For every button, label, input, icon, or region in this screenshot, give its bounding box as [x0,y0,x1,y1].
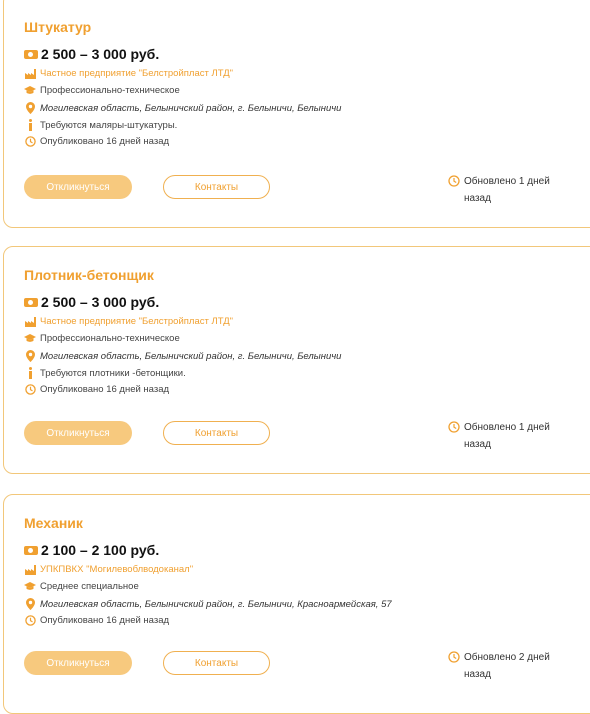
address-text: Могилевская область, Белыничский район, г. Белыничи, Белыничи [40,102,342,114]
graduation-cap-icon [24,582,36,591]
published-row [24,615,169,626]
address-row [24,350,341,362]
updated-text: Обновлено 1 дней назад [464,422,550,450]
company-row [24,68,233,79]
location-pin-icon [24,598,36,610]
graduation-cap-icon [24,334,36,343]
info-icon [24,119,36,131]
requirement-row [24,119,177,131]
salary [24,46,159,62]
factory-icon [24,69,36,79]
education-row [24,581,139,592]
education-row [24,85,180,96]
respond-button[interactable]: Откликнуться [24,421,132,445]
clock-icon [448,175,460,193]
address-text: Могилевская область, Белыничский район, г. Белыничи, Красноармейская, 57 [40,598,392,610]
vacancy-card [3,246,590,474]
education-text: Среднее специальное [40,581,139,592]
contacts-button[interactable]: Контакты [163,421,270,445]
factory-icon [24,317,36,327]
updated-info [448,649,564,683]
salary-text: 2 100 – 2 100 руб. [41,542,160,558]
company-row [24,316,233,327]
location-pin-icon [24,102,36,114]
vacancy-title[interactable]: Плотник-бетонщик [24,267,154,283]
salary [24,542,159,558]
clock-icon [448,421,460,439]
vacancy-card [3,494,590,714]
respond-button[interactable]: Откликнуться [24,175,132,199]
updated-text: Обновлено 1 дней назад [464,176,550,204]
education-row [24,333,180,344]
updated-info [448,419,564,453]
vacancy-title[interactable]: Штукатур [24,19,92,35]
requirement-row [24,367,186,379]
address-row [24,102,341,114]
salary-text: 2 500 – 3 000 руб. [41,294,160,310]
company-name[interactable]: УПКПВКХ "Могилевоблводоканал" [40,564,194,575]
published-row [24,384,169,395]
published-text: Опубликовано 16 дней назад [40,136,170,147]
address-row [24,598,392,610]
published-row [24,136,169,147]
money-icon [24,50,38,59]
requirement-text: Требуются маляры-штукатуры. [40,119,178,131]
clock-icon [24,615,36,626]
factory-icon [24,565,36,575]
vacancy-title[interactable]: Механик [24,515,83,531]
respond-button[interactable]: Откликнуться [24,651,132,675]
info-icon [24,367,36,379]
money-icon [24,546,38,555]
address-text: Могилевская область, Белыничский район, г. Белыничи, Белыничи [40,350,342,362]
education-text: Профессионально-техническое [40,85,180,96]
clock-icon [24,384,36,395]
vacancy-card [3,0,590,228]
published-text: Опубликовано 16 дней назад [40,384,170,395]
company-row [24,564,193,575]
requirement-text: Требуются плотники -бетонщики. [40,367,186,379]
education-text: Профессионально-техническое [40,333,180,344]
location-pin-icon [24,350,36,362]
company-name[interactable]: Частное предприятие "Белстройпласт ЛТД" [40,316,234,327]
company-name[interactable]: Частное предприятие "Белстройпласт ЛТД" [40,68,234,79]
salary-text: 2 500 – 3 000 руб. [41,46,160,62]
graduation-cap-icon [24,86,36,95]
salary [24,294,159,310]
contacts-button[interactable]: Контакты [163,651,270,675]
published-text: Опубликовано 16 дней назад [40,615,170,626]
clock-icon [24,136,36,147]
clock-icon [448,651,460,669]
contacts-button[interactable]: Контакты [163,175,270,199]
updated-text: Обновлено 2 дней назад [464,652,550,680]
updated-info [448,173,564,207]
money-icon [24,298,38,307]
